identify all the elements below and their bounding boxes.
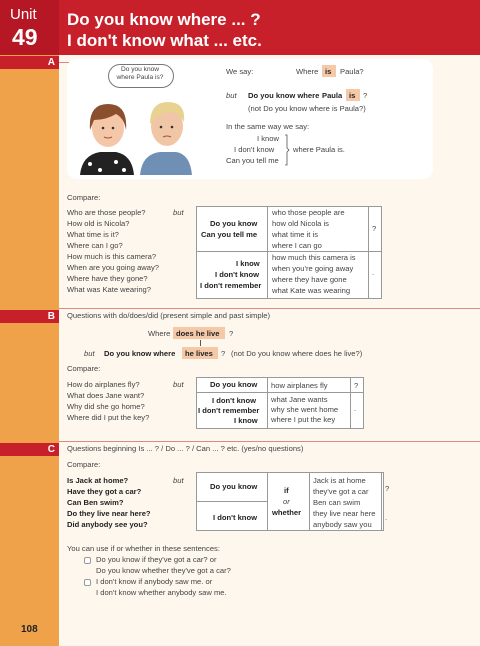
table3-row-divider bbox=[196, 501, 267, 502]
b-question-3: Why did she go home? bbox=[67, 402, 145, 411]
section-tab-c bbox=[0, 443, 59, 456]
c-question-4: Do they live near here? bbox=[67, 509, 151, 518]
b-question-2: What does Jane want? bbox=[67, 391, 145, 400]
c-answer-4: they live near here bbox=[313, 509, 376, 518]
unit-title-line2: I don't know what ... etc. bbox=[67, 31, 262, 50]
bullet-box-1 bbox=[84, 557, 91, 564]
c-but: but bbox=[173, 476, 184, 485]
answer-2: how old Nicola is bbox=[272, 219, 329, 228]
t1-end-qmark: ? bbox=[372, 224, 377, 233]
c-example-2b: I don't know whether anybody saw me. bbox=[96, 588, 227, 597]
t2-mid-i-dont-remember: I don't remember bbox=[198, 406, 260, 415]
c-example-2a: I don't know if anybody saw me. or bbox=[96, 577, 213, 586]
example2-do-you-know: Do you know where bbox=[248, 91, 320, 100]
question-5: How much is this camera? bbox=[67, 252, 157, 261]
section-divider-c bbox=[59, 441, 480, 442]
c-question-3: Can Ben swim? bbox=[67, 498, 124, 507]
t1-mid-i-dont-know: I don't know bbox=[215, 270, 259, 279]
t2-mid-do-you-know: Do you know bbox=[210, 380, 258, 389]
b-qmark-2: ? bbox=[221, 349, 226, 358]
c-answer-5: anybody saw you bbox=[313, 520, 372, 529]
answer-5: how much this camera is bbox=[272, 253, 356, 262]
c-example-1a: Do you know if they've got a car? or bbox=[96, 555, 217, 564]
example2-is: is bbox=[349, 91, 356, 100]
t2-end-period: . bbox=[354, 404, 357, 413]
b-he-lives: he lives bbox=[185, 349, 213, 358]
we-say-label: We say: bbox=[226, 67, 254, 76]
answer-1: who those people are bbox=[272, 208, 345, 217]
sidebar-strip bbox=[0, 0, 59, 646]
table1-row-divider bbox=[196, 251, 381, 252]
section-letter-a: A bbox=[47, 57, 55, 68]
table1-divider-1 bbox=[267, 206, 268, 298]
c-answer-1: Jack is at home bbox=[313, 476, 366, 485]
i-know-text: I know bbox=[257, 134, 279, 143]
t1-mid-can-you-tell-me: Can you tell me bbox=[201, 230, 258, 239]
page-number: 108 bbox=[21, 624, 38, 635]
example-is: is bbox=[325, 67, 332, 76]
b-question-4: Where did I put the key? bbox=[67, 413, 150, 422]
where-paula-is-text: where Paula is. bbox=[293, 145, 345, 154]
b-answer-4: where I put the key bbox=[271, 415, 336, 424]
can-you-tell-me-text: Can you tell me bbox=[226, 156, 279, 165]
bullet-box-2 bbox=[84, 579, 91, 586]
table2-row-divider bbox=[196, 392, 363, 393]
unit-label: Unit bbox=[10, 6, 37, 23]
c-compare: Compare: bbox=[67, 460, 101, 469]
question-4: Where can I go? bbox=[67, 241, 123, 250]
answer-7: where they have gone bbox=[272, 275, 347, 284]
section-b-intro: Questions with do/does/did (present simple and past simple) bbox=[67, 311, 271, 320]
question-8: What was Kate wearing? bbox=[67, 285, 151, 294]
question-6: When are you going away? bbox=[67, 263, 160, 272]
c-example-1b: Do you know whether they've got a car? bbox=[96, 566, 231, 575]
answer-4: where I can go bbox=[272, 241, 322, 250]
b-where: Where bbox=[148, 329, 171, 338]
compare-label-a: Compare: bbox=[67, 193, 101, 202]
but-label-a: but bbox=[226, 91, 237, 100]
b-but: but bbox=[84, 349, 95, 358]
b-answer-1: how airplanes fly bbox=[271, 381, 328, 390]
two-people-illustration bbox=[72, 90, 192, 175]
b-not-line: (not Do you know where does he live?) bbox=[231, 349, 363, 358]
unit-title-line1: Do you know where ... ? bbox=[67, 10, 261, 29]
bracket bbox=[284, 134, 290, 166]
t2-end-qmark: ? bbox=[354, 381, 359, 390]
table2-divider-2 bbox=[350, 377, 351, 428]
question-3: What time is it? bbox=[67, 230, 119, 239]
c-answer-2: they've got a car bbox=[313, 487, 369, 496]
t3-end-qmark: ? bbox=[385, 484, 390, 493]
question-7: Where have they gone? bbox=[67, 274, 148, 283]
t3-or: or bbox=[283, 497, 290, 506]
but-label-t1: but bbox=[173, 208, 184, 217]
table2-divider-1 bbox=[267, 377, 268, 428]
example2-paula: Paula bbox=[322, 91, 343, 100]
t1-mid-do-you-know: Do you know bbox=[210, 219, 258, 228]
section-c-intro: Questions beginning Is ... ? / Do ... ? / Can ... ? etc. (yes/no questions) bbox=[67, 444, 304, 453]
c-question-5: Did anybody see you? bbox=[67, 520, 148, 529]
t2-mid-i-dont-know: I don't know bbox=[212, 396, 256, 405]
example-where: Where bbox=[296, 67, 319, 76]
section-letter-b: B bbox=[47, 311, 55, 322]
t3-mid-do-you-know: Do you know bbox=[210, 482, 258, 491]
t1-end-period: . bbox=[372, 268, 375, 277]
table1-divider-2 bbox=[368, 206, 369, 298]
c-can-use: You can use if or whether in these sentences: bbox=[67, 544, 220, 553]
unit-number: 49 bbox=[12, 24, 38, 50]
t3-whether: whether bbox=[272, 508, 302, 517]
connector-line bbox=[200, 340, 201, 346]
question-2: How old is Nicola? bbox=[67, 219, 130, 228]
answer-6: when you're going away bbox=[272, 264, 354, 273]
answer-8: what Kate was wearing bbox=[272, 286, 351, 295]
b-does-he-live: does he live bbox=[176, 329, 220, 338]
table3-divider-3 bbox=[381, 472, 382, 530]
not-line-a: (not Do you know where is Paula?) bbox=[248, 104, 366, 113]
section-letter-c: C bbox=[47, 444, 55, 455]
example-paula: Paula? bbox=[340, 67, 364, 76]
b-but-2: but bbox=[173, 380, 184, 389]
t3-end-period: . bbox=[385, 513, 388, 522]
i-dont-know-text: I don't know bbox=[234, 145, 275, 154]
table3-divider-1 bbox=[267, 472, 268, 530]
same-way-label: In the same way we say: bbox=[226, 122, 310, 131]
section-divider-b bbox=[59, 308, 480, 309]
speech-bubble-text: Do you know where Paula is? bbox=[116, 66, 164, 81]
t3-if: if bbox=[284, 486, 289, 495]
t1-mid-i-dont-remember: I don't remember bbox=[200, 281, 262, 290]
question-1: Who are those people? bbox=[67, 208, 146, 217]
unit-box bbox=[0, 0, 59, 55]
t1-mid-i-know: I know bbox=[236, 259, 260, 268]
c-answer-3: Ben can swim bbox=[313, 498, 361, 507]
b-do-you-know-where: Do you know where bbox=[104, 349, 176, 358]
b-answer-3: why she went home bbox=[271, 405, 339, 414]
c-question-2: Have they got a car? bbox=[67, 487, 142, 496]
example2-qmark: ? bbox=[363, 91, 368, 100]
b-question-1: How do airplanes fly? bbox=[67, 380, 140, 389]
table3-divider-2 bbox=[309, 472, 310, 530]
b-qmark: ? bbox=[229, 329, 234, 338]
answer-3: what time it is bbox=[272, 230, 318, 239]
c-question-1: Is Jack at home? bbox=[67, 476, 129, 485]
b-answer-2: what Jane wants bbox=[271, 395, 328, 404]
b-compare: Compare: bbox=[67, 364, 101, 373]
t3-mid-i-dont-know: I don't know bbox=[213, 513, 257, 522]
t2-mid-i-know: I know bbox=[234, 416, 258, 425]
section-tab-b bbox=[0, 310, 59, 323]
section-tab-a bbox=[0, 56, 59, 69]
